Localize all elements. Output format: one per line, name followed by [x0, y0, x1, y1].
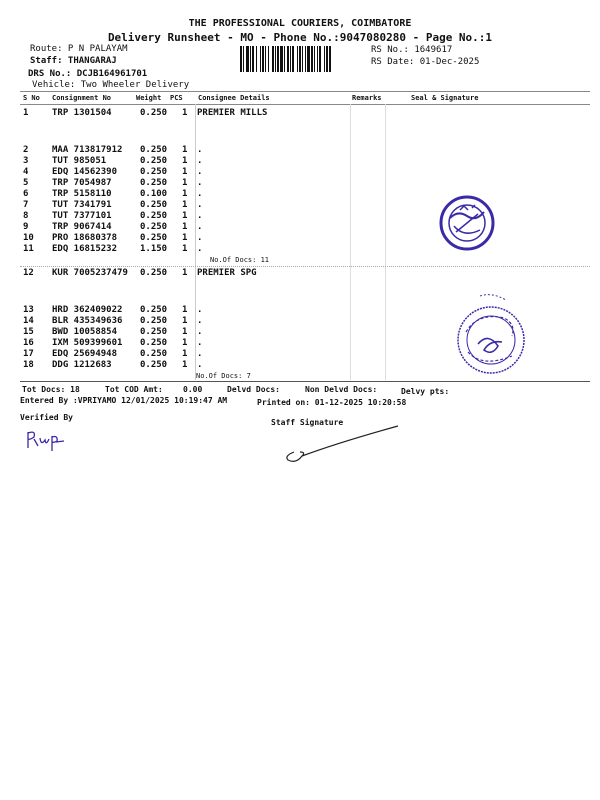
non-delivered-docs: Non Delvd Docs:: [305, 385, 378, 394]
staff-label: Staff: THANGARAJ: [30, 56, 117, 66]
total-docs: Tot Docs: 18: [22, 385, 80, 394]
col-seal: Seal & Signature: [411, 94, 479, 102]
entered-by: Entered By :VPRIYAMO 12/01/2025 10:19:47 AM: [20, 396, 228, 405]
table-row: 17 EDQ 25694948 0.250 1 .: [23, 349, 203, 359]
total-cod-label: Tot COD Amt:: [105, 385, 163, 394]
barcode-icon: [240, 46, 368, 72]
verifier-signature-icon: [24, 424, 68, 454]
col-consignment: Consignment No: [52, 94, 112, 102]
total-cod-value: 0.00: [183, 385, 203, 394]
table-row: 6 TRP 5158110 0.100 1 .: [23, 189, 203, 199]
table-row: 9 TRP 9067414 0.250 1 .: [23, 222, 203, 232]
rs-date: RS Date: 01-Dec-2025: [371, 57, 480, 67]
vehicle-label: Vehicle: Two Wheeler Delivery: [32, 80, 190, 90]
staff-signature-icon: [280, 422, 402, 466]
printed-on: Printed on: 01-12-2025 10:20:58: [257, 398, 407, 407]
consignee-name: PREMIER SPG: [197, 268, 257, 278]
table-row: 15 BWD 10058854 0.250 1 .: [23, 327, 203, 337]
table-row: 14 BLR 435349636 0.250 1 .: [23, 316, 203, 326]
drs-number: DRS No.: DCJB164961701: [28, 69, 148, 79]
table-row: 8 TUT 7377101 0.250 1 .: [23, 211, 203, 221]
col-pcs: PCS: [170, 94, 183, 102]
table-row: 11 EDQ 16815232 1.150 1 .: [23, 244, 203, 254]
table-row: 12 KUR 7005237479 0.250 1 PREMIER SPG: [23, 268, 257, 278]
table-row: 2 MAA 713817912 0.250 1 .: [23, 145, 203, 155]
table-row: 1 TRP 1301504 0.250 1 PREMIER MILLS: [23, 108, 268, 118]
col-remarks: Remarks: [352, 94, 382, 102]
group-doc-count: No.Of Docs: 7: [196, 372, 251, 380]
table-row: 4 EDQ 14562390 0.250 1 .: [23, 167, 203, 177]
rs-number: RS No.: 1649617: [371, 45, 453, 55]
delivery-points: Delvy pts:: [401, 387, 450, 396]
route-label: Route: P N PALAYAM: [30, 44, 128, 54]
table-row: 13 HRD 362409022 0.250 1 .: [23, 305, 203, 315]
verified-by-label: Verified By: [20, 413, 73, 422]
staff-signature-label: Staff Signature: [271, 418, 344, 427]
table-row: 7 TUT 7341791 0.250 1 .: [23, 200, 203, 210]
table-row: 16 IXM 509399601 0.250 1 .: [23, 338, 203, 348]
table-row: 18 DDG 1212683 0.250 1 .: [23, 360, 203, 370]
seal-stamp-icon: [452, 292, 530, 382]
table-row: 5 TRP 7054987 0.250 1 .: [23, 178, 203, 188]
seal-stamp-icon: [436, 192, 498, 254]
consignee-name: PREMIER MILLS: [197, 108, 268, 118]
company-title: THE PROFESSIONAL COURIERS, COIMBATORE: [188, 18, 412, 29]
col-weight: Weight: [136, 94, 162, 102]
col-sno: S No: [23, 94, 40, 102]
delivered-docs: Delvd Docs:: [227, 385, 280, 394]
group-doc-count: No.Of Docs: 11: [210, 256, 270, 264]
col-consignee: Consignee Details: [198, 94, 270, 102]
table-row: 3 TUT 985051 0.250 1 .: [23, 156, 203, 166]
runsheet-subtitle: Delivery Runsheet - MO - Phone No.:9047080280 - Page No.:1: [107, 31, 493, 44]
table-row: 10 PRO 18680378 0.250 1 .: [23, 233, 203, 243]
